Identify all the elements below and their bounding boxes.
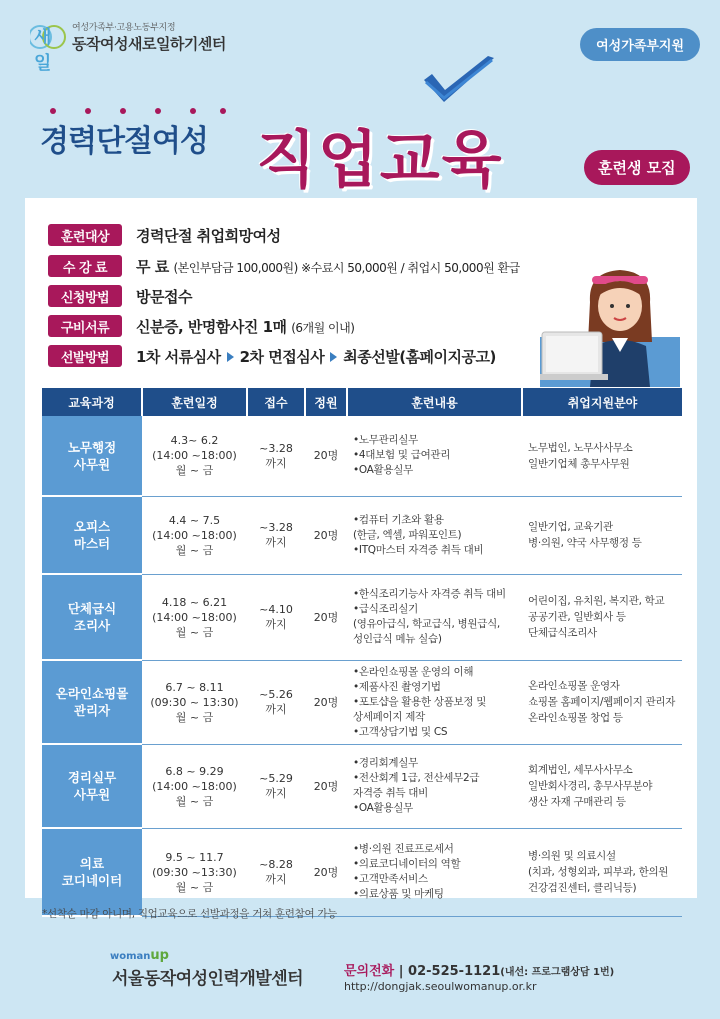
table-row xyxy=(42,828,682,916)
arrow-right-icon xyxy=(227,352,234,362)
decorative-dots xyxy=(48,106,228,116)
job-field-cell xyxy=(522,828,682,916)
table-row xyxy=(42,496,682,574)
info-row-selection xyxy=(48,345,496,367)
training-content-cell-line: •의료상품 및 마케팅 xyxy=(353,888,444,900)
training-content-cell-line: •OA활용실무 xyxy=(353,464,413,477)
job-field-cell-line: 쇼핑몰 홈페이지/웹페이지 관리자 xyxy=(528,696,676,708)
schedule-cell-line: (09:30 ~ 13:30) xyxy=(150,695,239,709)
job-field-cell-line: 온라인쇼핑몰 창업 등 xyxy=(528,712,623,724)
course-name-cell xyxy=(42,828,142,916)
info-row-documents xyxy=(48,315,354,337)
training-content-cell-line: •경리회계실무 xyxy=(353,757,418,769)
course-name-cell-line: 단체급식 xyxy=(67,601,117,616)
deadline-cell xyxy=(247,416,305,496)
job-field-cell xyxy=(522,416,682,496)
job-field-cell-line: 공공기관, 일반회사 등 xyxy=(528,611,626,623)
table-row xyxy=(42,660,682,744)
deadline-cell-line: 까지 xyxy=(265,536,287,549)
schedule-cell xyxy=(142,828,247,916)
deadline-cell-line: ~3.28 xyxy=(259,441,293,455)
training-content-cell-line: 성인급식 메뉴 실습) xyxy=(353,633,442,645)
training-content-cell-line: •온라인쇼핑몰 운영의 이해 xyxy=(353,665,474,678)
job-field-cell-line: 온라인쇼핑몰 운영자 xyxy=(528,680,620,692)
checkmark-icon xyxy=(418,52,498,112)
course-name-cell-line: 오피스 xyxy=(73,519,111,534)
logo-subtitle: 여성가족부·고용노동부지정 xyxy=(72,23,176,33)
job-field-cell-line: 어린이집, 유치원, 복지관, 학교 xyxy=(528,595,665,607)
schedule-cell-line: 4.4 ~ 7.5 xyxy=(168,513,221,527)
footer-url[interactable]: http://dongjak.seoulwomanup.or.kr xyxy=(344,980,537,993)
info-value: 신분증, 반명함사진 1매 (6개월 이내) xyxy=(136,317,355,336)
deadline-cell xyxy=(247,574,305,660)
schedule-cell-line: 월 ~ 금 xyxy=(175,464,214,478)
deadline-cell-line: ~5.26 xyxy=(259,688,293,701)
info-row-fee xyxy=(48,255,520,277)
schedule-cell-line: 4.3~ 6.2 xyxy=(170,434,219,448)
training-content-cell-line: •고객만족서비스 xyxy=(353,873,428,885)
deadline-cell-line: 까지 xyxy=(265,703,287,716)
saeil-logo-icon xyxy=(30,23,66,74)
table-row xyxy=(42,744,682,828)
course-name-cell xyxy=(42,496,142,574)
training-content-cell-line: •제품사진 촬영기법 xyxy=(353,680,441,693)
ministry-badge: 여성가족부지원 xyxy=(580,28,700,61)
training-content-cell-line: •컴퓨터 기초와 활용 xyxy=(353,513,444,526)
training-content-cell-line: •ITQ마스터 자격증 취득 대비 xyxy=(353,543,484,556)
schedule-cell xyxy=(142,744,247,828)
title-job-training: 직업교육 xyxy=(256,123,504,196)
course-name-cell-line: 사무원 xyxy=(73,787,111,802)
schedule-cell-line: (09:30 ~13:30) xyxy=(152,865,237,879)
deadline-cell xyxy=(247,660,305,744)
job-field-cell xyxy=(522,574,682,660)
footnote: *선착순 마감 아니며, 직업교육으로 선발과정을 거쳐 훈련참여 가능 xyxy=(42,908,338,920)
schedule-cell xyxy=(142,416,247,496)
schedule-cell-line: (14:00 ~18:00) xyxy=(152,528,237,542)
info-label: 신청방법 xyxy=(48,285,122,307)
course-name-cell xyxy=(42,574,142,660)
job-field-cell xyxy=(522,744,682,828)
schedule-cell xyxy=(142,660,247,744)
course-name-cell-line: 마스터 xyxy=(73,536,111,551)
woman-at-laptop-illustration xyxy=(540,262,680,387)
deadline-cell-line: 까지 xyxy=(265,787,287,800)
training-content-cell-line: (한글, 엑셀, 파워포인트) xyxy=(353,528,462,541)
job-field-cell xyxy=(522,496,682,574)
capacity-cell: 20명 xyxy=(305,574,347,660)
training-content-cell xyxy=(347,660,522,744)
course-name-cell-line: 온라인쇼핑몰 xyxy=(55,686,129,701)
course-name-cell xyxy=(42,416,142,496)
deadline-cell-line: ~3.28 xyxy=(259,521,293,534)
schedule-cell-line: (14:00 ~18:00) xyxy=(152,449,237,463)
training-content-cell xyxy=(347,574,522,660)
job-field-cell-line: 일반기업체 총무사무원 xyxy=(528,457,630,470)
schedule-cell-line: 월 ~ 금 xyxy=(175,543,214,557)
schedule-cell-line: 6.8 ~ 9.29 xyxy=(165,764,224,778)
schedule-cell-line: 4.18 ~ 6.21 xyxy=(161,595,228,609)
arrow-right-icon xyxy=(330,352,337,362)
course-name-cell-line: 관리자 xyxy=(73,703,111,718)
deadline-cell-line: 까지 xyxy=(265,456,287,470)
info-label: 선발방법 xyxy=(48,345,122,367)
training-content-cell-line: •한식조리기능사 자격증 취득 대비 xyxy=(353,588,506,600)
training-content-cell-line: •병·의원 진료프로세서 xyxy=(353,843,454,855)
deadline-cell-line: 까지 xyxy=(265,873,287,886)
deadline-cell xyxy=(247,744,305,828)
job-field-cell-line: 생산 자재 구매관리 등 xyxy=(528,796,626,808)
info-label: 훈련대상 xyxy=(48,224,122,246)
deadline-cell-line: ~4.10 xyxy=(259,603,293,616)
schedule-cell xyxy=(142,574,247,660)
deadline-cell-line: ~8.28 xyxy=(259,858,293,871)
course-name-cell xyxy=(42,744,142,828)
course-name-cell-line: 조리사 xyxy=(73,618,111,633)
capacity-cell: 20명 xyxy=(305,828,347,916)
training-content-cell-line: •전산회계 1급, 전산세무2급 xyxy=(353,772,480,784)
info-value: 1차 서류심사 2차 면접심사 최종선발(홈페이지공고) xyxy=(136,347,496,366)
schedule-cell-line: 월 ~ 금 xyxy=(175,794,214,808)
womanup-logo: womanup xyxy=(110,948,169,963)
info-row-apply xyxy=(48,285,192,307)
table-header-row xyxy=(42,388,682,416)
column-header: 교육과정 xyxy=(42,388,142,416)
deadline-cell xyxy=(247,496,305,574)
info-value: 무 료 (본인부담금 100,000원) ※수료시 50,000원 / 취업시 50,000원 환급 xyxy=(136,257,520,276)
training-content-cell-line: (영유아급식, 학교급식, 병원급식, xyxy=(353,618,500,630)
training-content-cell-line: 상세페이지 제작 xyxy=(353,710,425,723)
center-logo xyxy=(30,20,226,74)
course-table xyxy=(42,388,682,917)
table-row xyxy=(42,574,682,660)
course-name-cell-line: 노무행정 xyxy=(67,439,117,455)
footer-phone: 문의전화 | 02-525-1121(내선: 프로그램상담 1번) xyxy=(344,964,615,979)
job-field-cell xyxy=(522,660,682,744)
schedule-cell-line: 월 ~ 금 xyxy=(175,710,214,724)
title-career-break-women: 경력단절여성 xyxy=(40,124,208,159)
job-field-cell-line: 병·의원 및 의료시설 xyxy=(528,850,616,862)
logo-title: 동작여성새로일하기센터 xyxy=(72,35,226,53)
info-value: 방문접수 xyxy=(136,287,192,306)
course-name-cell xyxy=(42,660,142,744)
table-row xyxy=(42,416,682,496)
capacity-cell: 20명 xyxy=(305,660,347,744)
schedule-cell-line: 월 ~ 금 xyxy=(175,880,214,894)
info-label: 수 강 료 xyxy=(48,255,122,277)
schedule-cell-line: (14:00 ~18:00) xyxy=(152,779,237,793)
course-name-cell-line: 경리실무 xyxy=(67,770,117,785)
course-name-cell-line: 사무원 xyxy=(73,456,111,472)
logo-mark-text: 새일 xyxy=(34,27,52,74)
info-label: 구비서류 xyxy=(48,315,122,337)
job-field-cell-line: 노무법인, 노무사사무소 xyxy=(528,441,633,454)
column-header: 정원 xyxy=(305,388,347,416)
recruit-badge: 훈련생 모집 xyxy=(584,150,690,185)
job-field-cell-line: (치과, 성형외과, 피부과, 한의원 xyxy=(528,866,669,878)
info-row-target xyxy=(48,224,281,246)
capacity-cell: 20명 xyxy=(305,744,347,828)
job-field-cell-line: 회계법인, 세무사사무소 xyxy=(528,764,633,776)
job-field-cell-line: 단체급식조리사 xyxy=(528,627,597,639)
schedule-cell-line: 월 ~ 금 xyxy=(175,625,214,639)
column-header: 훈련일정 xyxy=(142,388,247,416)
column-header: 훈련내용 xyxy=(347,388,522,416)
capacity-cell: 20명 xyxy=(305,496,347,574)
training-content-cell-line: •포토샵을 활용한 상품보정 및 xyxy=(353,695,487,708)
footer-organization: 서울동작여성인력개발센터 xyxy=(112,969,304,989)
training-content-cell xyxy=(347,416,522,496)
job-field-cell-line: 일반기업, 교육기관 xyxy=(528,521,613,533)
info-value: 경력단절 취업희망여성 xyxy=(136,226,281,245)
schedule-cell-line: 6.7 ~ 8.11 xyxy=(165,680,224,694)
deadline-cell xyxy=(247,828,305,916)
course-name-cell-line: 코디네이터 xyxy=(61,873,123,888)
schedule-cell-line: (14:00 ~18:00) xyxy=(152,610,237,624)
training-content-cell-line: •노무관리실무 xyxy=(353,434,418,447)
course-name-cell-line: 의료 xyxy=(79,856,105,871)
training-content-cell xyxy=(347,744,522,828)
training-content-cell xyxy=(347,828,522,916)
training-content-cell xyxy=(347,496,522,574)
column-header: 접수 xyxy=(247,388,305,416)
training-content-cell-line: •고객상담기법 및 CS xyxy=(353,725,448,738)
deadline-cell-line: ~5.29 xyxy=(259,772,293,785)
job-field-cell-line: 일반회사경리, 총무사무분야 xyxy=(528,780,653,792)
column-header: 취업지원분야 xyxy=(522,388,682,416)
job-field-cell-line: 병·의원, 약국 사무행정 등 xyxy=(528,537,642,549)
training-content-cell-line: 자격증 취득 대비 xyxy=(353,787,428,799)
capacity-cell: 20명 xyxy=(305,416,347,496)
training-content-cell-line: •의료코디네이터의 역할 xyxy=(353,858,461,870)
schedule-cell-line: 9.5 ~ 11.7 xyxy=(165,850,224,864)
schedule-cell xyxy=(142,496,247,574)
job-field-cell-line: 건강검진센터, 클리닉등) xyxy=(528,882,637,894)
training-content-cell-line: •급식조리실기 xyxy=(353,603,418,615)
deadline-cell-line: 까지 xyxy=(265,618,287,631)
training-content-cell-line: •OA활용실무 xyxy=(353,802,413,814)
training-content-cell-line: •4대보험 및 급여관리 xyxy=(353,449,451,462)
